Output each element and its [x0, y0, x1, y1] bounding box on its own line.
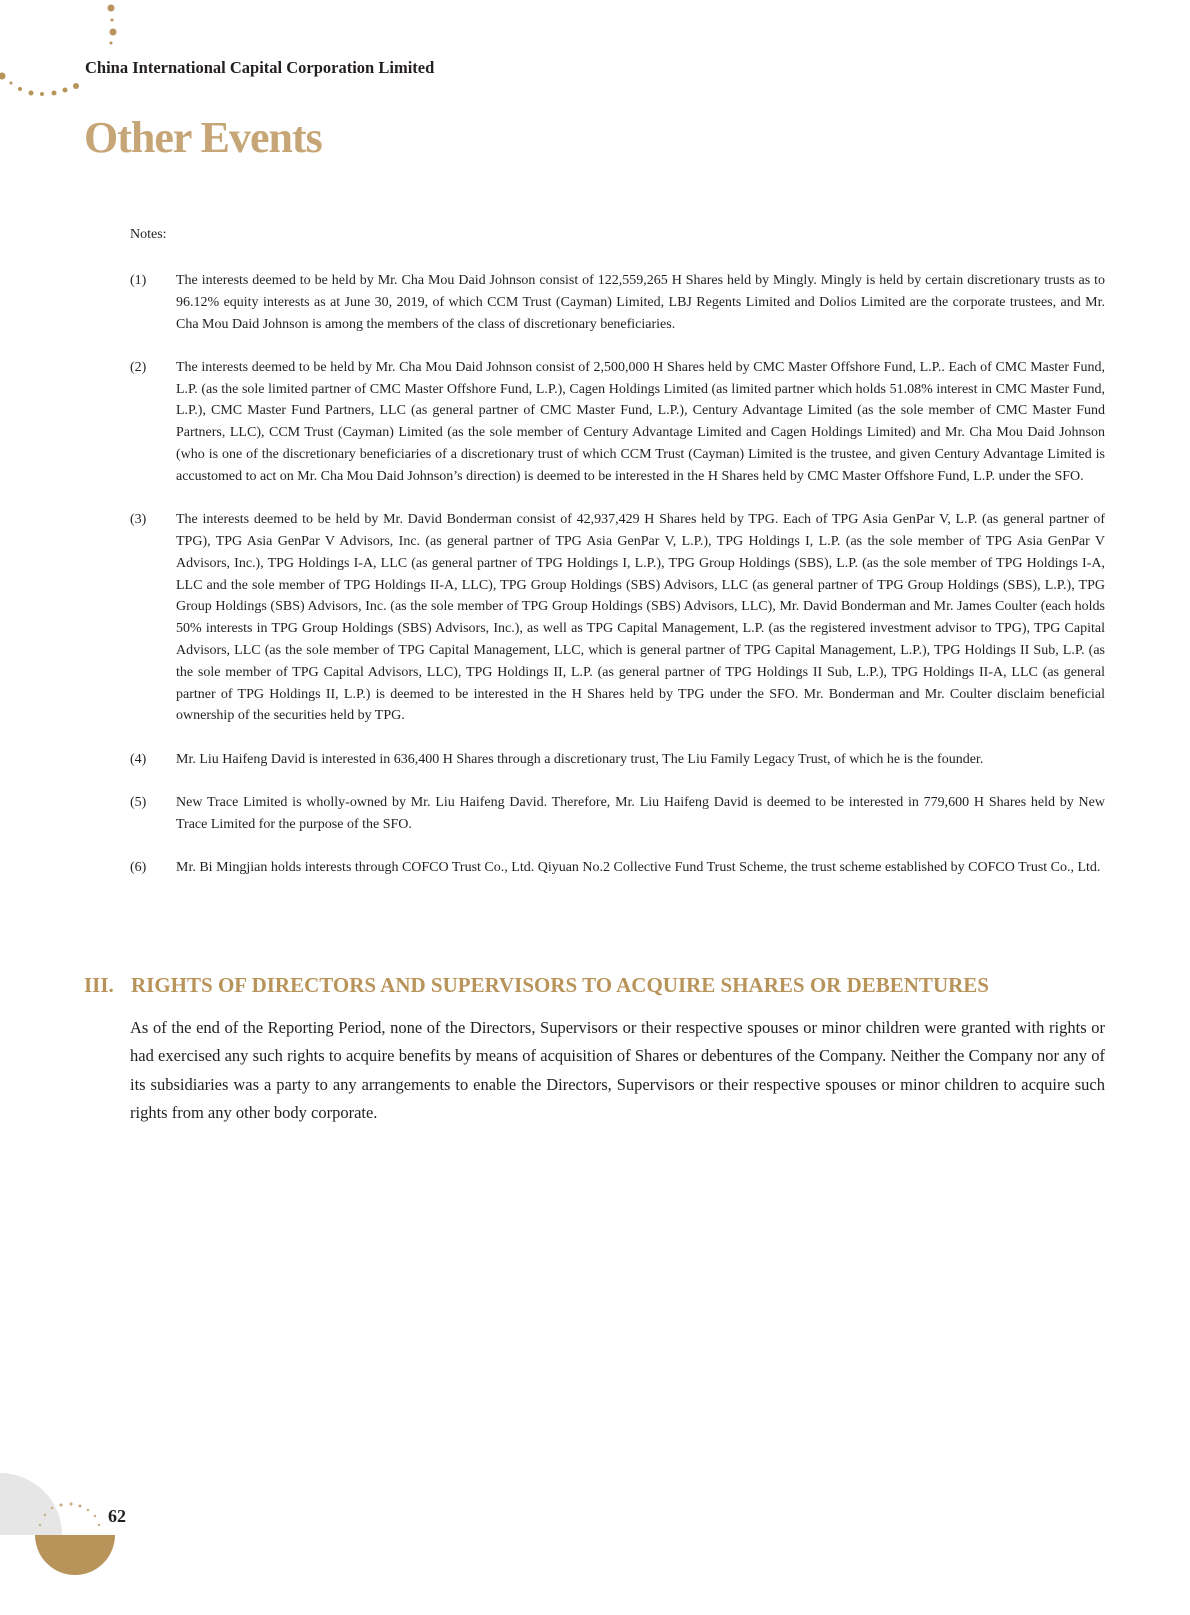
- note-item: [130, 792, 1105, 836]
- note-number: (6): [130, 860, 147, 876]
- section-body: As of the end of the Reporting Period, none of the Directors, Supervisors or their respective spouses or minor children were granted with rights or had exercised any such rights to acquire benefits by means of acquisition of Shares or debentures of the Company. Neither the Company nor any of its subsidiaries was a party to any arrangements to enable the Directors, Supervisors or their respective spouses or minor children to acquire such rights from any other body corporate.: [130, 1018, 1105, 1122]
- note-item: [130, 270, 1105, 335]
- note-text: The interests deemed to be held by Mr. Cha Mou Daid Johnson consist of 122,559,265 H Shares held by Mingly. Mingly is held by certain discretionary trusts as to 96.12% equity interests as at June 30, 2019, of which CCM Trust (Cayman) Limited, LBJ Regents Limited and Dolios Limited are the corporate trustees, and Mr. Cha Mou Daid Johnson is among the members of the class of discretionary beneficiaries.: [176, 273, 1105, 332]
- section-title: RIGHTS OF DIRECTORS AND SUPERVISORS TO ACQUIRE SHARES OR DEBENTURES: [131, 973, 989, 997]
- page-number: 62: [108, 1506, 126, 1526]
- footer-decoration: [0, 1450, 130, 1615]
- note-item: [130, 857, 1105, 879]
- notes-list: [130, 270, 1105, 900]
- note-number: (3): [130, 512, 147, 528]
- note-item: [130, 509, 1105, 727]
- note-number: (5): [130, 794, 147, 810]
- note-text: New Trace Limited is wholly-owned by Mr. Liu Haifeng David. Therefore, Mr. Liu Haifeng David is deemed to be interested in 779,600 H Shares held by New Trace Limited for the purpose of the SFO.: [176, 794, 1105, 832]
- note-number: (2): [130, 359, 147, 375]
- section-heading: [84, 973, 989, 998]
- note-text: Mr. Liu Haifeng David is interested in 636,400 H Shares through a discretionary trust, The Liu Family Legacy Trust, of which he is the founder.: [176, 751, 984, 767]
- company-name: China International Capital Corporation Limited: [85, 58, 435, 77]
- note-text: The interests deemed to be held by Mr. Cha Mou Daid Johnson consist of 2,500,000 H Shares held by CMC Master Offshore Fund, L.P.. Each of CMC Master Fund, L.P. (as the sole limited partner of CMC Master Offshore Fund, L.P.), Cagen Holdings Limited (as limited partner which holds 51.08% interest in CMC Master Fund, L.P.), CMC Master Fund Partners, LLC (as general partner of CMC Master Fund, L.P.), Century Advantage Limited (as the sole member of CMC Master Fund Partners, LLC), CCM Trust (Cayman) Limited (as the sole member of Century Advantage Limited and Cagen Holdings Limited) and Mr. Cha Mou Daid Johnson (who is one of the discretionary beneficiaries of a discretionary trust of which CCM Trust (Cayman) Limited is the trustee, and given Century Advantage Limited is accustomed to act on Mr. Cha Mou Daid Johnson’s direction) is deemed to be interested in the H Shares held by CMC Master Offshore Fund, L.P. under the SFO.: [176, 359, 1105, 484]
- note-item: [130, 749, 1105, 771]
- notes-label: Notes:: [130, 227, 167, 242]
- dotted-arc-decoration: [0, 0, 130, 110]
- note-text: Mr. Bi Mingjian holds interests through COFCO Trust Co., Ltd. Qiyuan No.2 Collective Fund Trust Scheme, the trust scheme established by COFCO Trust Co., Ltd.: [176, 860, 1101, 876]
- section-number: III.: [84, 973, 114, 997]
- note-text: The interests deemed to be held by Mr. David Bonderman consist of 42,937,429 H Shares held by TPG. Each of TPG Asia GenPar V, L.P. (as general partner of TPG), TPG Asia GenPar V Advisors, Inc. (as general partner of TPG Asia GenPar V, L.P.), TPG Holdings I, L.P. (as the sole member of TPG Asia GenPar V Advisors, Inc.), TPG Holdings I-A, LLC (as general partner of TPG Holdings I, L.P.), TPG Group Holdings (SBS), L.P. (as the sole member of TPG Holdings I-A, LLC and the sole member of TPG Holdings II-A, LLC), TPG Group Holdings (SBS) Advisors, LLC (as general partner of TPG Group Holdings (SBS), L.P.), TPG Group Holdings (SBS) Advisors, Inc. (as the sole member of TPG Group Holdings (SBS) Advisors, LLC), Mr. David Bonderman and Mr. James Coulter (each holds 50% interests in TPG Group Holdings (SBS) Advisors, Inc.), as well as TPG Capital Management, L.P. (as the registered investment advisor to TPG), TPG Capital Advisors, LLC (as the sole member of TPG Capital Management, LLC, which is general partner of TPG Capital Management, L.P.), TPG Holdings II Sub, L.P. (as the sole member of TPG Capital Advisors, LLC), TPG Holdings II, L.P. (as general partner of TPG Holdings II Sub, L.P.), TPG Holdings II-A, LLC (as general partner of TPG Holdings II, L.P.) is deemed to be interested in the H Shares held by TPG under the SFO. Mr. Bonderman and Mr. Coulter disclaim beneficial ownership of the securities held by TPG.: [176, 512, 1105, 724]
- note-number: (1): [130, 273, 147, 288]
- page-title: Other Events: [84, 113, 322, 162]
- note-item: [130, 357, 1105, 488]
- note-number: (4): [130, 751, 147, 767]
